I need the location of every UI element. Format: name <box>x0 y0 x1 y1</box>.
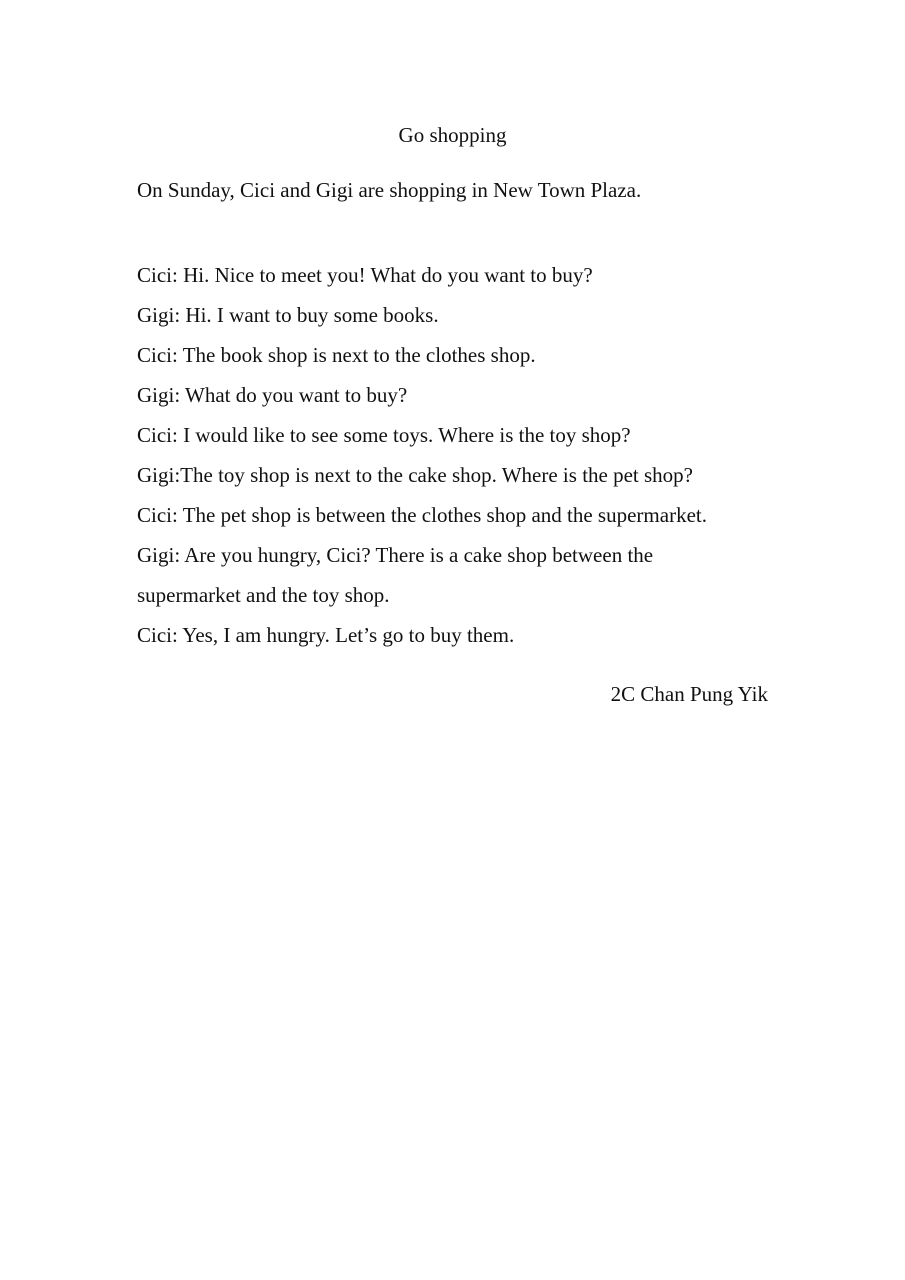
dialogue-line: Cici: The pet shop is between the clothes shop and the supermarket. <box>137 503 707 527</box>
dialogue-line: Gigi:The toy shop is next to the cake shop. Where is the pet shop? <box>137 463 693 487</box>
intro-paragraph: On Sunday, Cici and Gigi are shopping in New Town Plaza. <box>137 178 642 202</box>
dialogue-line: Cici: I would like to see some toys. Where is the toy shop? <box>137 423 631 447</box>
dialogue-line: Cici: Yes, I am hungry. Let’s go to buy them. <box>137 623 515 647</box>
author-signature: 2C Chan Pung Yik <box>610 682 768 706</box>
dialogue-line: Gigi: Hi. I want to buy some books. <box>137 303 439 327</box>
dialogue-line: Gigi: What do you want to buy? <box>137 383 408 407</box>
dialogue-line: Gigi: Are you hungry, Cici? There is a cake shop between the <box>137 543 654 567</box>
dialogue-list <box>137 255 777 655</box>
dialogue-line: supermarket and the toy shop. <box>137 583 390 607</box>
dialogue-line: Cici: The book shop is next to the clothes shop. <box>137 343 536 367</box>
document-title: Go shopping <box>398 123 507 147</box>
dialogue-line: Cici: Hi. Nice to meet you! What do you want to buy? <box>137 263 593 287</box>
